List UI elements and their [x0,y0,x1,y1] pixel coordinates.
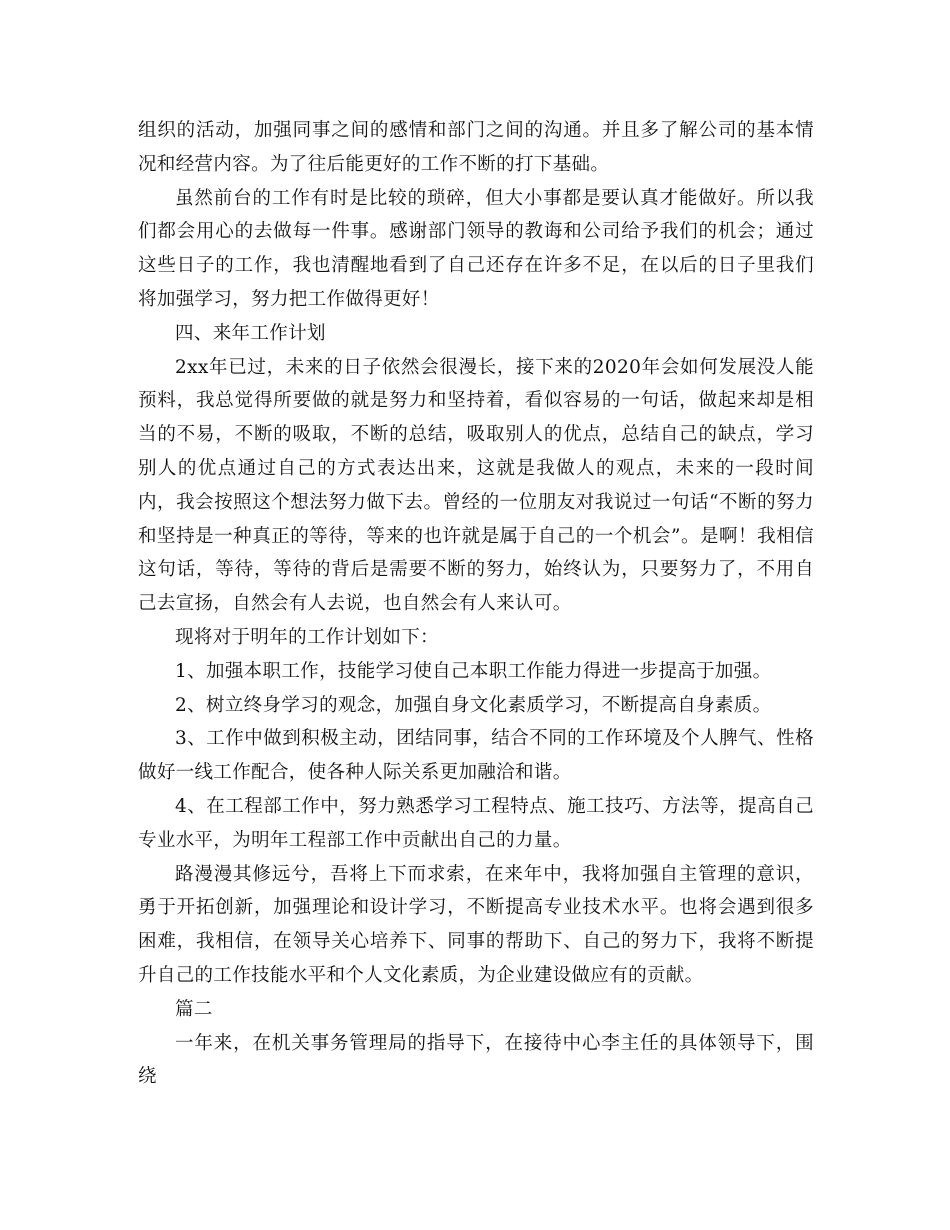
plan-item-2: 2、树立终身学习的观念，加强自身文化素质学习，不断提高自身素质。 [175,694,772,716]
paragraph-plan-intro: 现将对于明年的工作计划如下： [175,626,439,648]
section-heading-work-plan: 四、来年工作计划 [175,322,326,344]
section-heading-part-two: 篇二 [175,998,213,1020]
plan-item-4: 4、在工程部工作中，努力熟悉学习工程特点、施工技巧、方法等，提高自己专业水平，为明年工程部工作中贡献出自己的力量。 [138,795,814,851]
paragraph-year-reflection: 2xx年已过，未来的日子依然会很漫长，接下来的2020年会如何发展没人能预料，我总觉得所要做的就是努力和坚持着，看似容易的一句话，做起来却是相当的不易，不断的吸取，不断的总结，吸取别人的优点，总结自己的缺点，学习别人的优点通过自己的方式表达出来，这就是我做人的观点，未来的一段时间内，我会按照这个想法努力做下去。曾经的一位朋友对我说过一句话“不断的努力和坚持是一种真正的等待，等来的也许就是属于自己的一个机会”。是啊！我相信这句话，等待，等待的背后是需要不断的努力，始终认为，只要努力了，不用自己去宣扬，自然会有人去说，也自然会有人来认可。 [138,356,814,615]
document-page [138,114,814,1094]
plan-item-3: 3、工作中做到积极主动，团结同事，结合不同的工作环境及个人脾气、性格做好一线工作配合，使各种人际关系更加融洽和谐。 [138,728,814,784]
paragraph-continuation: 组织的活动，加强同事之间的感情和部门之间的沟通。并且多了解公司的基本情况和经营内容。为了往后能更好的工作不断的打下基础。 [138,120,814,175]
paragraph-closing: 路漫漫其修远兮，吾将上下而求索，在来年中，我将加强自主管理的意识，勇于开拓创新，加强理论和设计学习，不断提高专业技术水平。也将会遇到很多困难，我相信，在领导关心培养下、同事的帮助下、自己的努力下，我将不断提升自己的工作技能水平和个人文化素质，为企业建设做应有的贡献。 [138,863,814,986]
plan-item-1: 1、加强本职工作，技能学习使自己本职工作能力得进一步提高于加强。 [175,660,772,682]
paragraph-front-desk: 虽然前台的工作有时是比较的琐碎，但大小事都是要认真才能做好。所以我们都会用心的去做每一件事。感谢部门领导的教诲和公司给予我们的机会；通过这些日子的工作，我也清醒地看到了自己还存在许多不足，在以后的日子里我们将加强学习，努力把工作做得更好！ [138,187,814,310]
paragraph-part-two-opening: 一年来，在机关事务管理局的指导下，在接待中心李主任的具体领导下，围绕 [138,1032,814,1088]
